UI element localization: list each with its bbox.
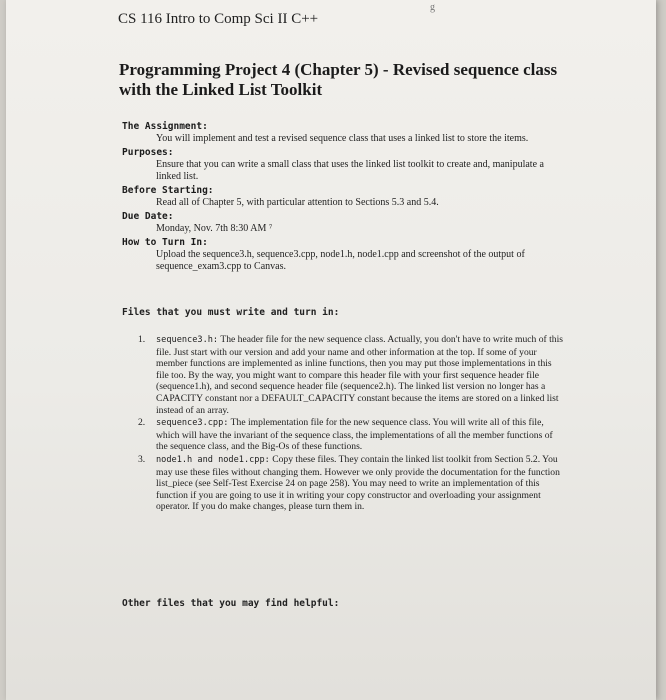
document-page [6,0,656,700]
course-title: CS 116 Intro to Comp Sci II C++ [118,11,319,27]
corner-mark: g [430,2,435,13]
section-body: Ensure that you can write a small class that uses the linked list toolkit to create and, manipulate a linked list. [156,159,544,182]
section-before-starting [122,185,562,209]
file-description: The header file for the new sequence class. Actually, you don't have to write much of this file. Just start with our version and add your name and other information at the top. If some of your member functions are implemented as inline functions, then you may put those implementations in this file too. By the way, you might want to compare this header file with your first sequence header file (sequence1.h), and second sequence header file (sequence2.h). The linked list version no longer has a CAPACITY constant nor a DEFAULT_CAPACITY constant because the items are stored on a linked list instead of an array. [156,334,563,416]
section-purposes [122,147,562,183]
files-list [136,334,564,514]
item-number: 3. [138,453,146,465]
file-name: sequence3.h: [156,335,219,345]
list-item [136,417,564,453]
list-item [136,334,564,416]
section-how-to-turn-in [122,237,562,273]
file-description: The implementation file for the new sequence class. You will write all of this file, which will have the invariant of the sequence class, the implementations of all the member functions of the sequence class, and the Big-Os of these functions. [156,417,553,453]
project-title: Programming Project 4 (Chapter 5) - Revised sequence class with the Linked List Toolkit [119,60,558,99]
section-heading: Purposes: [122,147,174,158]
section-body: Read all of Chapter 5, with particular attention to Sections 5.3 and 5.4. [156,197,439,208]
section-heading: The Assignment: [122,121,208,132]
section-heading: Before Starting: [122,185,214,196]
file-description: Copy these files. They contain the linked list toolkit from Section 5.2. You may use these files without changing them. However we only provide the documentation for the function list_piece (see Self-Test Exercise 24 on page 258). You may need to write an implementation of this function if you are going to use it in writing your copy constructor and overloading your assignment operator. If you do make changes, please turn them in. [156,453,560,513]
section-heading: How to Turn In: [122,237,208,248]
item-number: 1. [138,334,146,345]
files-heading: Files that you must write and turn in: [122,307,340,318]
section-body: Monday, Nov. 7th 8:30 AM ⁷ [156,223,273,234]
other-files-heading: Other files that you may find helpful: [122,598,340,609]
section-body: Upload the sequence3.h, sequence3.cpp, node1.h, node1.cpp and screenshot of the output of sequence_exam3.cpp to Canvas. [156,249,525,272]
file-name: node1.h and node1.cpp: [156,454,270,465]
section-assignment [122,121,562,145]
section-heading: Due Date: [122,211,174,222]
file-name: sequence3.cpp: [156,418,229,429]
item-number: 2. [138,417,146,429]
section-due-date [122,211,562,235]
list-item [136,454,564,513]
section-body: You will implement and test a revised sequence class that uses a linked list to store the items. [156,133,529,144]
assignment-sections [122,121,562,275]
